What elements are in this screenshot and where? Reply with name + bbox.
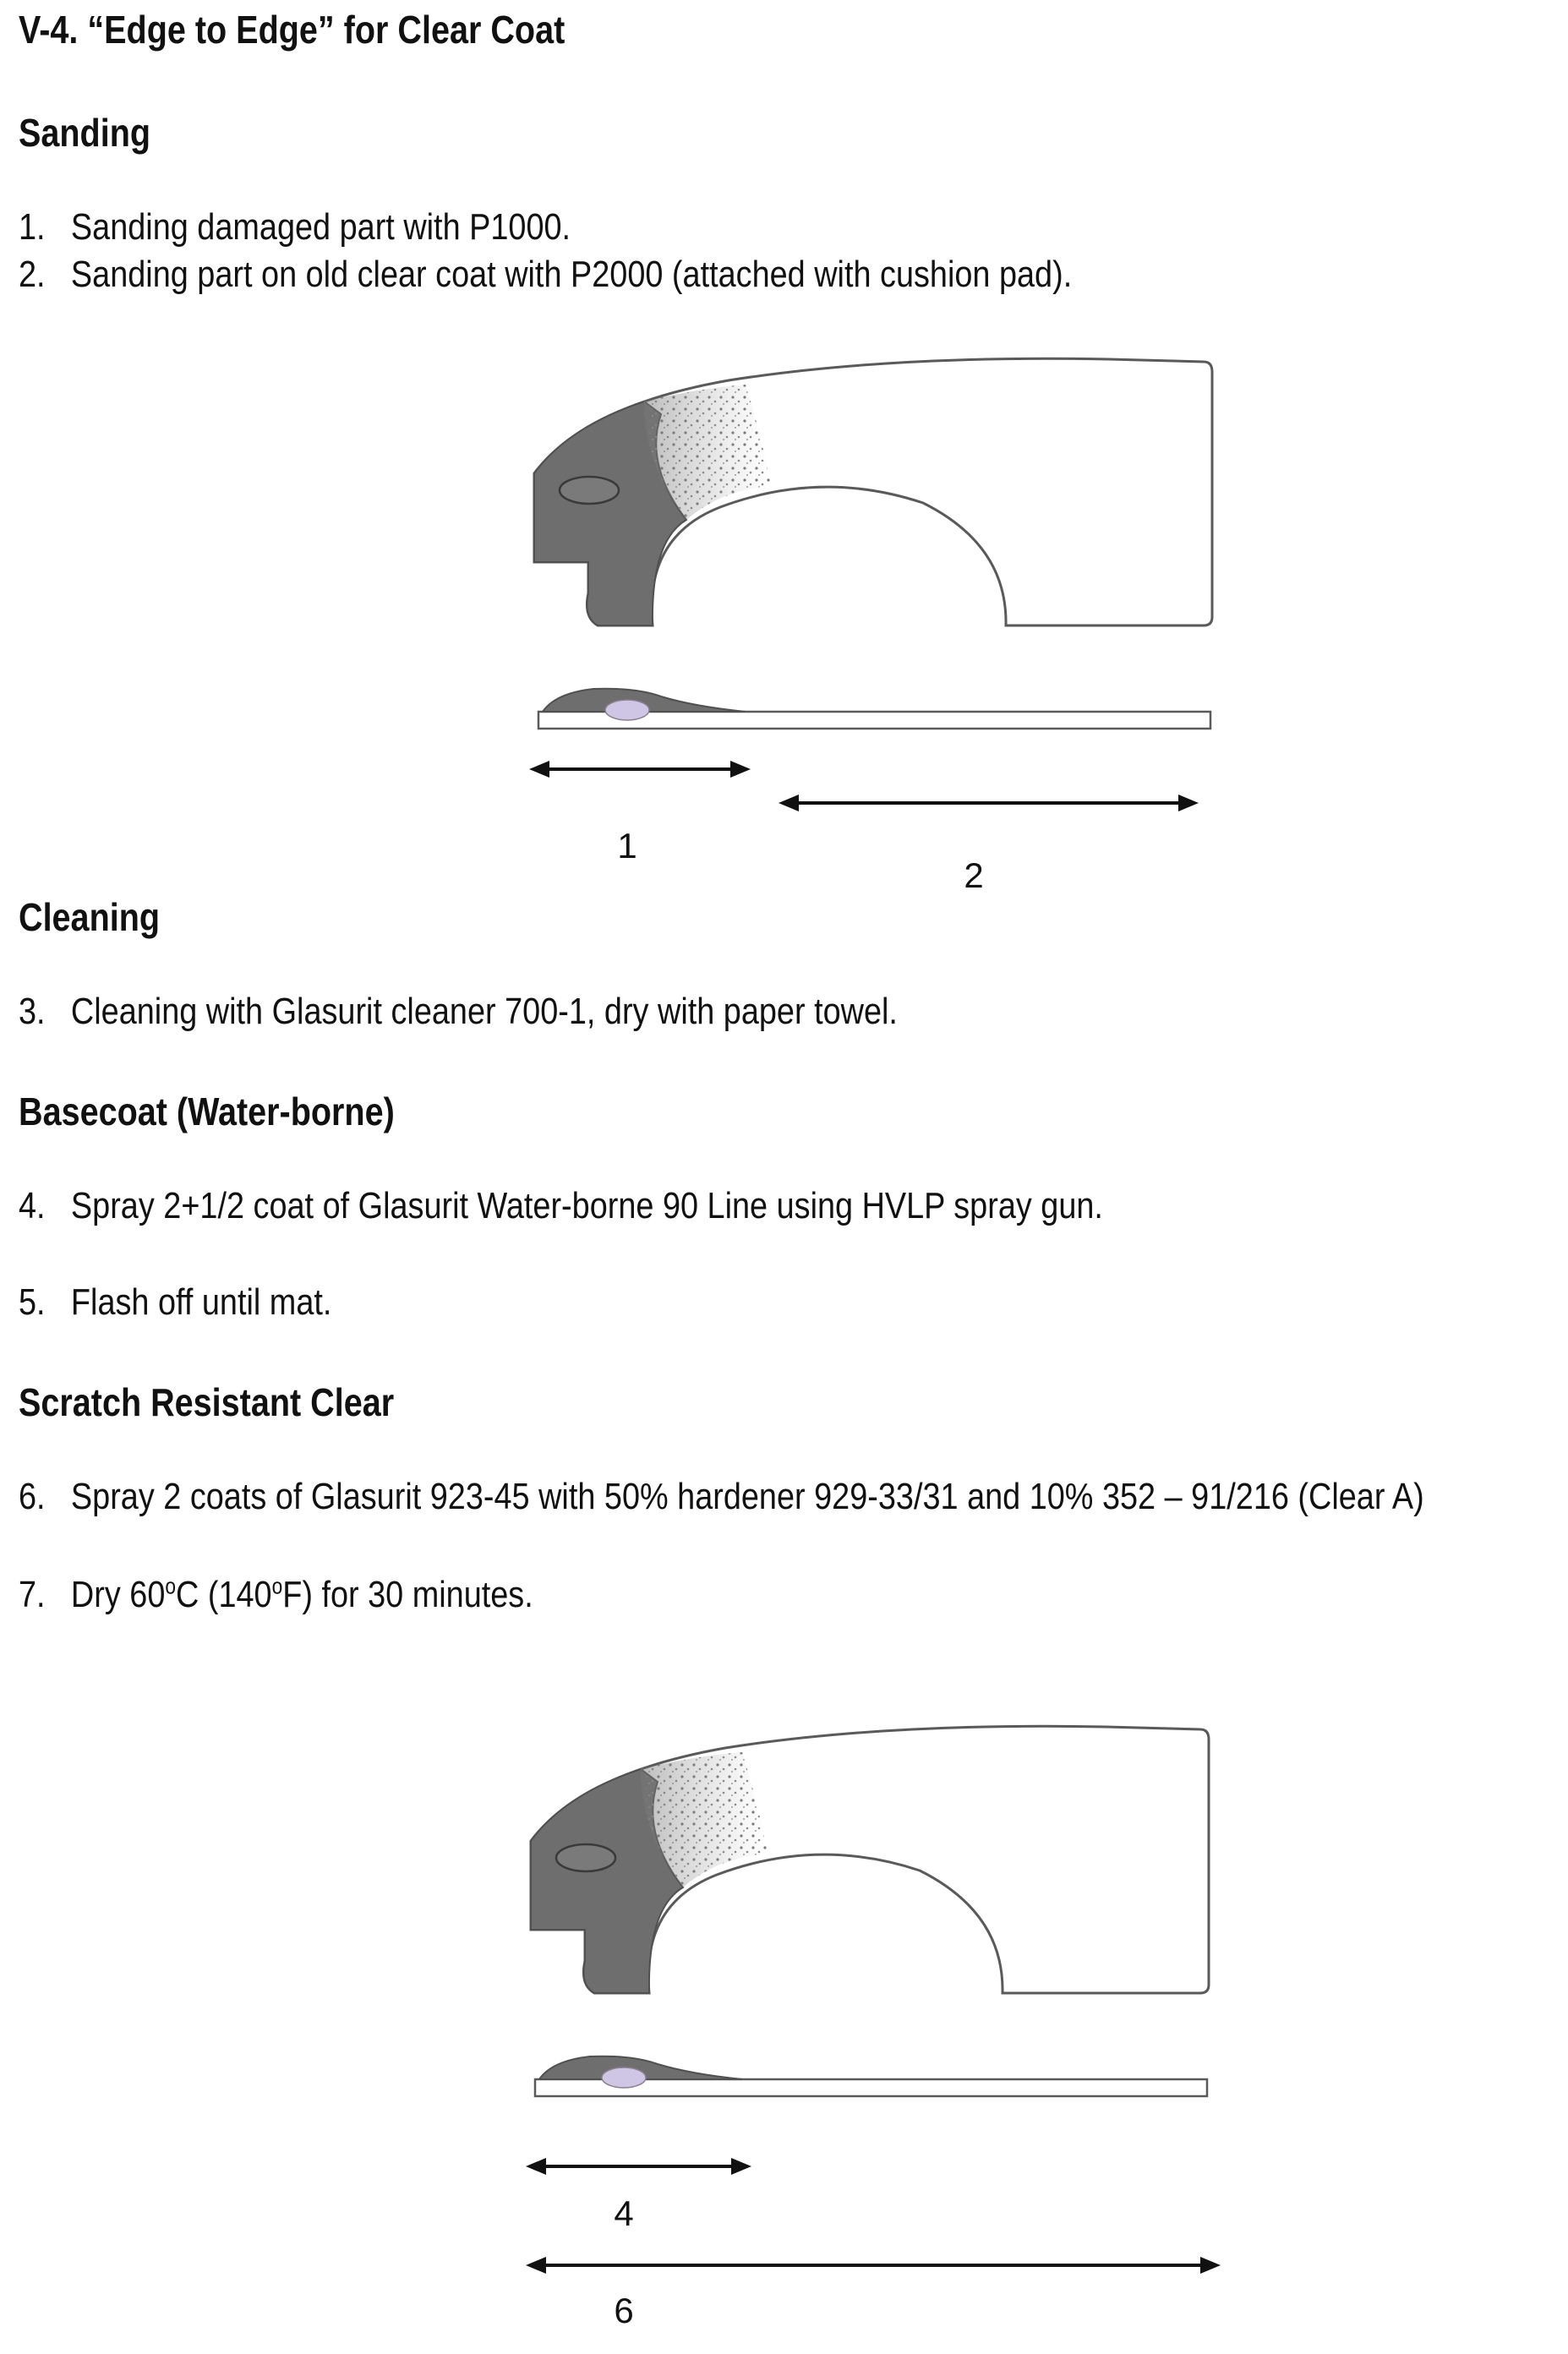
step-1 — [19, 206, 571, 249]
degree-symbol: o — [165, 1573, 177, 1599]
step-number: 5. — [19, 1281, 46, 1323]
step-number: 2. — [19, 254, 46, 295]
section-heading-basecoat: Basecoat (Water-borne) — [19, 1090, 395, 1133]
step-text: Flash off until mat. — [70, 1281, 332, 1323]
diagram-label-6: 6 — [614, 2291, 634, 2330]
step-text: Spray 2+1/2 coat of Glasurit Water-borne 90 Line using HVLP spray gun. — [70, 1185, 1103, 1226]
step-text: Sanding part on old clear coat with P2000 (attached with cushion pad). — [70, 254, 1073, 295]
section-heading-clear: Scratch Resistant Clear — [19, 1380, 395, 1424]
step-3 — [19, 991, 898, 1033]
badge-ellipse — [602, 2067, 646, 2088]
step-2 — [19, 254, 1072, 296]
sanding-diagram — [517, 347, 1227, 896]
page-title: V-4. “Edge to Edge” for Clear Coat — [19, 8, 565, 52]
step-number: 4. — [19, 1185, 46, 1226]
marker-ellipse — [560, 477, 619, 504]
step-6 — [19, 1476, 1424, 1518]
step-text: Sanding damaged part with P1000. — [70, 206, 571, 248]
step-number: 3. — [19, 991, 46, 1032]
section-heading-cleaning: Cleaning — [19, 895, 161, 939]
step-7 — [19, 1574, 533, 1616]
diagram-label-4: 4 — [614, 2193, 634, 2233]
diagram-label-1: 1 — [617, 826, 637, 866]
step-number: 6. — [19, 1476, 46, 1517]
marker-ellipse — [556, 1844, 615, 1871]
step-4 — [19, 1185, 1103, 1227]
section-heading-sanding: Sanding — [19, 111, 151, 155]
step-5 — [19, 1281, 331, 1324]
step-number: 1. — [19, 206, 46, 248]
badge-ellipse — [605, 700, 649, 720]
diagram-label-2: 2 — [964, 855, 984, 895]
step-text: Cleaning with Glasurit cleaner 700-1, dry with paper towel. — [70, 991, 898, 1032]
step-text: Dry 60$^o$C (140$^o$F) for 30 minutes. — [70, 1573, 533, 1615]
degree-symbol: o — [271, 1573, 283, 1599]
clear-coat-diagram — [514, 1714, 1232, 2340]
step-text: Spray 2 coats of Glasurit 923-45 with 50% hardener 929-33/31 and 10% 352 – 91/216 (Clear A) — [70, 1476, 1424, 1517]
step-number: 7. — [19, 1574, 46, 1615]
